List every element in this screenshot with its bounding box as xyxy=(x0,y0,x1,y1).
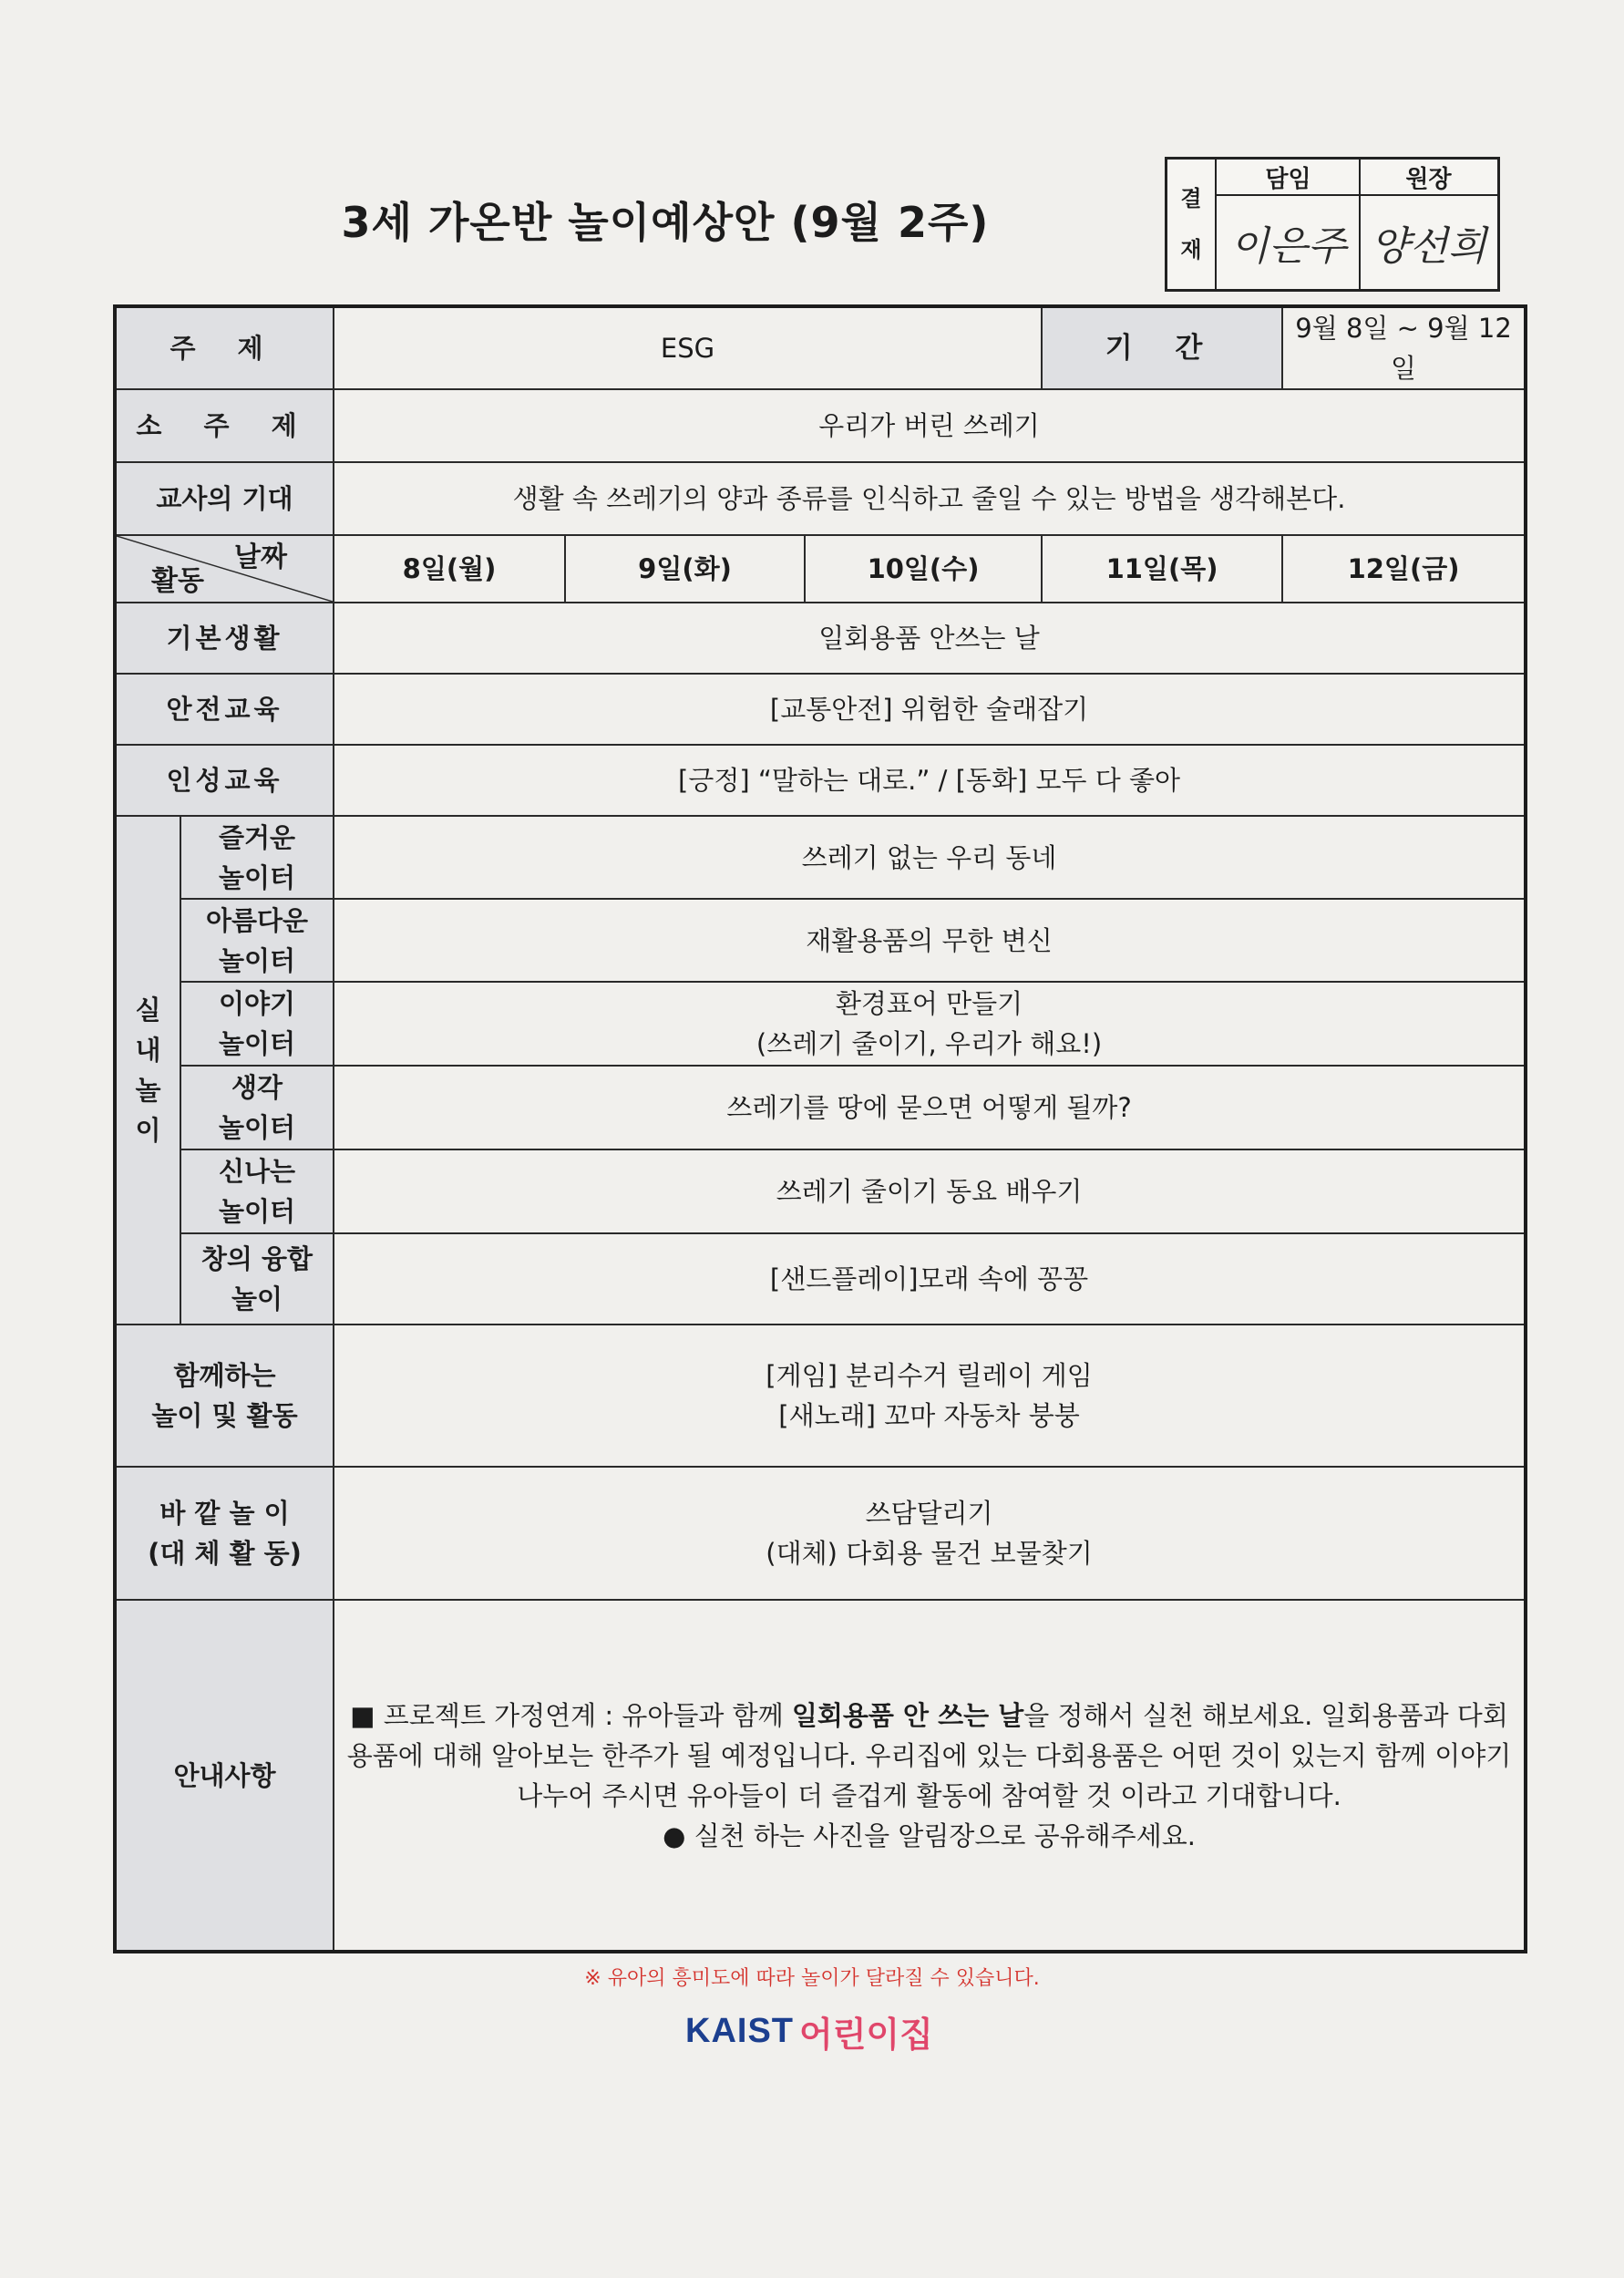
notice-text-bold: 일회용품 안 쓰는 날 xyxy=(791,1699,1024,1731)
notice-value xyxy=(334,1600,1526,1952)
outdoor-row xyxy=(115,1467,1526,1600)
notice-text-pre: ■ 프로젝트 가정연계 : 유아들과 함께 xyxy=(350,1699,792,1731)
logo-kindergarten-text: 어린이집 xyxy=(799,2014,933,2055)
outdoor-value xyxy=(334,1467,1526,1600)
indoor-sub-label xyxy=(180,1233,334,1325)
indoor-sub-label-line1: 즐거운 xyxy=(218,821,296,853)
indoor-sub-label-line1: 아름다운 xyxy=(205,904,309,936)
indoor-row-5 xyxy=(115,1149,1526,1233)
diagonal-line xyxy=(117,536,333,602)
indoor-sub-label-line2: 놀이터 xyxy=(218,1196,296,1227)
kaist-logo xyxy=(685,2004,933,2058)
approval-box xyxy=(1165,157,1500,292)
indoor-value-line1: 쓰레기 줄이기 동요 배우기 xyxy=(776,1176,1083,1207)
character-row xyxy=(115,745,1526,816)
indoor-value-line1: 쓰레기를 땅에 묻으면 어떻게 될까? xyxy=(726,1092,1132,1123)
indoor-value xyxy=(334,1066,1526,1149)
notice-text-post: 을 정해서 실천 해보세요. 일회용품과 다회용품에 대해 알아보는 한주가 될 예정입니다. 우리집에 있는 다회용품은 어떤 것이 있는지 함께 이야기나누어 주시면 유아들이 더 즐겁게 활동에 참여할 것 이라고 기대합니다. xyxy=(346,1699,1512,1811)
theme-row xyxy=(115,306,1526,389)
indoor-char-4: 이 xyxy=(135,1115,161,1146)
indoor-value xyxy=(334,816,1526,899)
period-label: 기 간 xyxy=(1042,306,1282,389)
safety-value: [교통안전] 위험한 술래잡기 xyxy=(334,674,1526,745)
indoor-sub-label-line2: 놀이터 xyxy=(218,1028,296,1059)
expectation-value: 생활 속 쓰레기의 양과 종류를 인식하고 줄일 수 있는 방법을 생각해본다. xyxy=(334,462,1526,535)
director-signature: 양선희 xyxy=(1370,223,1487,270)
subtheme-value: 우리가 버린 쓰레기 xyxy=(334,389,1526,462)
indoor-value xyxy=(334,1149,1526,1233)
activity-label: 활동 xyxy=(151,565,204,597)
together-value xyxy=(334,1325,1526,1467)
days-row xyxy=(115,535,1526,603)
day-wed: 10일(수) xyxy=(805,535,1042,603)
basic-life-value: 일회용품 안쓰는 날 xyxy=(334,603,1526,674)
indoor-sub-label xyxy=(180,1066,334,1149)
together-label xyxy=(115,1325,334,1467)
together-label-line2: 놀이 및 활동 xyxy=(151,1400,298,1431)
outdoor-value-line2: (대체) 다회용 물건 보물찾기 xyxy=(766,1538,1093,1569)
outdoor-label-line1: 바 깥 놀 이 xyxy=(159,1498,290,1529)
indoor-row-4 xyxy=(115,1066,1526,1149)
indoor-char-1: 실 xyxy=(135,995,161,1026)
indoor-value-line1: 재활용품의 무한 변신 xyxy=(806,924,1053,956)
safety-row xyxy=(115,674,1526,745)
teacher-signature: 이은주 xyxy=(1229,223,1347,270)
notice-label: 안내사항 xyxy=(115,1600,334,1952)
indoor-sub-label xyxy=(180,1149,334,1233)
indoor-sub-label-line2: 놀이터 xyxy=(218,944,296,976)
character-label: 인성교육 xyxy=(115,745,334,816)
indoor-sub-label xyxy=(180,982,334,1066)
theme-value: ESG xyxy=(334,306,1042,389)
indoor-sub-label-line2: 놀이터 xyxy=(218,1112,296,1143)
approval-side-label-2: 재 xyxy=(1180,237,1202,263)
indoor-sub-label xyxy=(180,899,334,982)
notice-paragraph-1 xyxy=(344,1696,1515,1816)
indoor-char-3: 놀 xyxy=(135,1075,161,1106)
indoor-sub-label-line1: 생각 xyxy=(231,1072,283,1103)
approval-side-label-1: 결 xyxy=(1180,186,1202,211)
logo-kaist-text: KAIST xyxy=(685,2011,794,2050)
indoor-play-label xyxy=(115,816,180,1325)
indoor-sub-label-line1: 신나는 xyxy=(218,1156,296,1187)
safety-label: 안전교육 xyxy=(115,674,334,745)
footnote: ※ 유아의 흥미도에 따라 놀이가 달라질 수 있습니다. xyxy=(584,1967,1040,1990)
day-fri: 12일(금) xyxy=(1282,535,1526,603)
day-thu: 11일(목) xyxy=(1042,535,1282,603)
together-value-line1: [게임] 분리수거 릴레이 게임 xyxy=(766,1360,1093,1391)
indoor-sub-label xyxy=(180,816,334,899)
expectation-label: 교사의 기대 xyxy=(115,462,334,535)
character-value: [긍정] “말하는 대로.” / [동화] 모두 다 좋아 xyxy=(334,745,1526,816)
indoor-value-line1: 쓰레기 없는 우리 동네 xyxy=(801,841,1057,873)
notice-paragraph-2: ● 실천 하는 사진을 알림장으로 공유해주세요. xyxy=(663,1819,1196,1851)
basic-row xyxy=(115,603,1526,674)
together-value-line2: [새노래] 꼬마 자동차 붕붕 xyxy=(778,1400,1080,1431)
theme-label: 주 제 xyxy=(115,306,334,389)
indoor-value xyxy=(334,1233,1526,1325)
approval-director-head: 원장 xyxy=(1360,160,1497,196)
period-value: 9월 8일 ~ 9월 12일 xyxy=(1282,306,1526,389)
notice-row xyxy=(115,1600,1526,1952)
indoor-char-2: 내 xyxy=(135,1035,161,1066)
indoor-row-3 xyxy=(115,982,1526,1066)
indoor-sub-label-line2: 놀이터 xyxy=(218,861,296,893)
date-label: 날짜 xyxy=(234,541,287,573)
day-tue: 9일(화) xyxy=(565,535,805,603)
indoor-row-2 xyxy=(115,899,1526,982)
day-mon: 8일(월) xyxy=(334,535,565,603)
indoor-sub-label-line1: 이야기 xyxy=(218,988,296,1019)
indoor-value-line1: [샌드플레이]모래 속에 꽁꽁 xyxy=(769,1263,1089,1294)
subtheme-label: 소 주 제 xyxy=(115,389,334,462)
indoor-value xyxy=(334,899,1526,982)
plan-table xyxy=(113,304,1527,1953)
indoor-value-line2: (쓰레기 줄이기, 우리가 해요!) xyxy=(755,1028,1103,1059)
indoor-sub-label-line2: 놀이 xyxy=(231,1283,283,1314)
basic-life-label: 기본생활 xyxy=(115,603,334,674)
date-activity-header xyxy=(115,535,334,603)
outdoor-value-line1: 쓰담달리기 xyxy=(865,1498,993,1529)
approval-side-label xyxy=(1167,160,1217,289)
indoor-value-line1: 환경표어 만들기 xyxy=(835,988,1023,1019)
indoor-value xyxy=(334,982,1526,1066)
subtheme-row xyxy=(115,389,1526,462)
together-row xyxy=(115,1325,1526,1467)
expectation-row xyxy=(115,462,1526,535)
outdoor-label-line2: (대 체 활 동) xyxy=(148,1538,302,1569)
indoor-row-6 xyxy=(115,1233,1526,1325)
indoor-sub-label-line1: 창의 융합 xyxy=(200,1243,313,1274)
document-title: 3세 가온반 놀이예상안 (9월 2주) xyxy=(341,198,990,247)
outdoor-label xyxy=(115,1467,334,1600)
approval-teacher-head: 담임 xyxy=(1217,160,1360,196)
together-label-line1: 함께하는 xyxy=(173,1360,276,1391)
indoor-row-1 xyxy=(115,816,1526,899)
